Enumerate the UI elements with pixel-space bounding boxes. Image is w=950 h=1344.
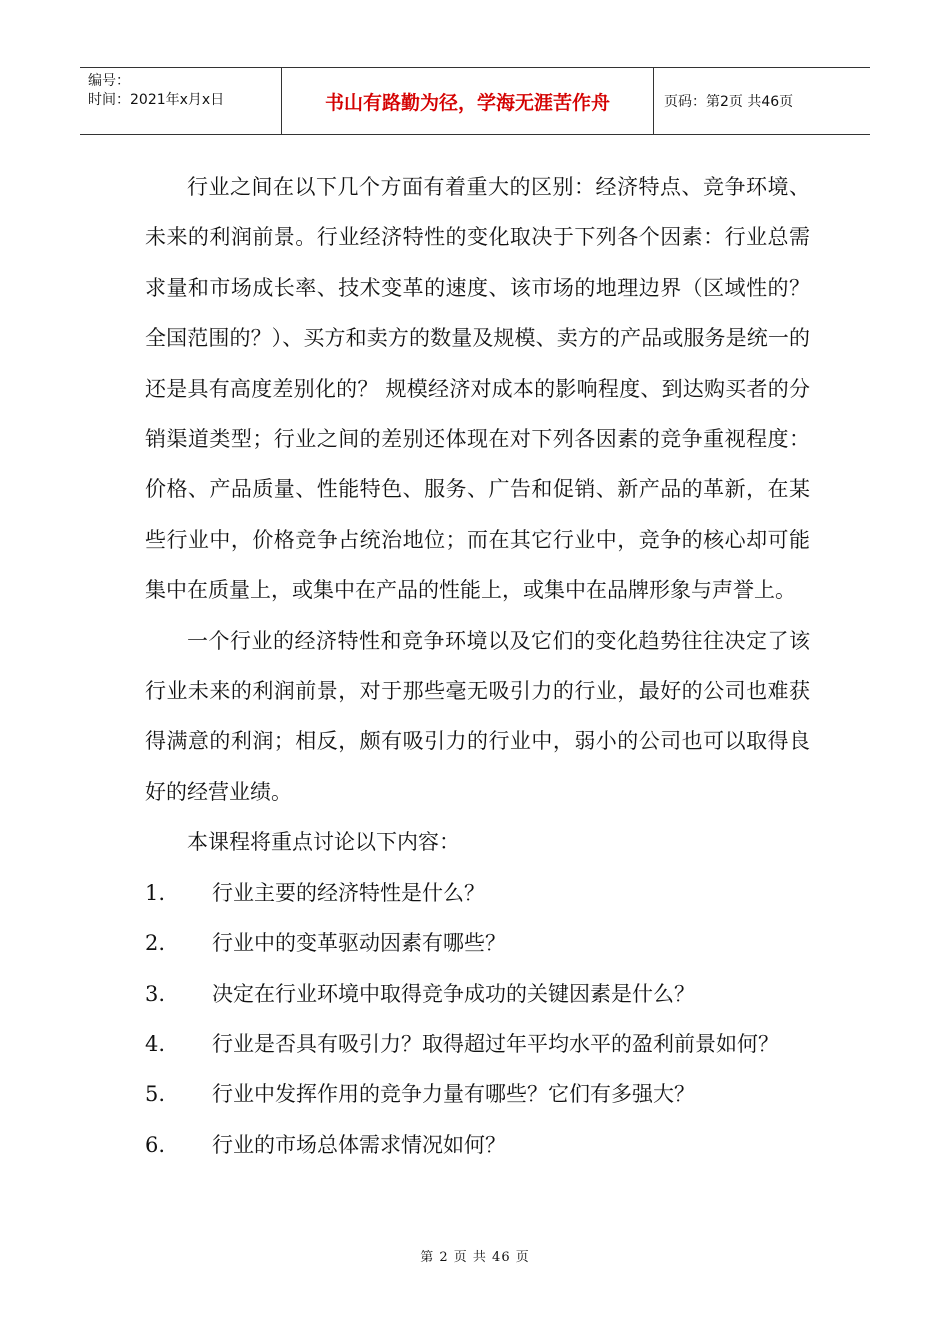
list-number: 2. bbox=[145, 931, 166, 956]
list-number: 4. bbox=[145, 1031, 166, 1056]
page-info-text: 页码：第2页 共46页 bbox=[664, 94, 794, 110]
motto-text: 书山有路勤为径，学海无涯苦作舟 bbox=[324, 91, 610, 114]
document-body bbox=[145, 162, 810, 1170]
list-item bbox=[145, 1069, 810, 1119]
paragraph bbox=[145, 817, 810, 867]
paragraph-text: 本课程将重点讨论以下内容： bbox=[187, 830, 460, 855]
list-number: 5. bbox=[145, 1082, 166, 1107]
list-number: 6. bbox=[145, 1132, 166, 1157]
header-page-info bbox=[654, 68, 870, 134]
page-header bbox=[80, 67, 870, 135]
paragraph-text: 行业之间在以下几个方面有着重大的区别：经济特点、竞争环境、未来的利润前景。行业经济特性的变化取决于下列各个因素：行业总需求量和市场成长率、技术变革的速度、该市场的地理边界（区域性的？全国范围的？）、买方和卖方的数量及规模、卖方的产品或服务是统一的还是具有高度差别化的？ 规模经济对成本的影响程度、到达购买者的分销渠道类型；行业之间的差别还体现在对下列各因素的竞争重视程度：价格、产品质量、性能特色、服务、广告和促销、新产品的革新，在某些行业中，价格竞争占统治地位；而在其它行业中，竞争的核心却可能集中在质量上，或集中在产品的性能上，或集中在品牌形象与声誉上。 bbox=[145, 175, 810, 603]
page-footer bbox=[0, 1246, 950, 1265]
list-item bbox=[145, 969, 810, 1019]
header-meta bbox=[80, 68, 282, 134]
list-text: 行业是否具有吸引力？取得超过年平均水平的盈利前景如何？ bbox=[212, 1031, 779, 1056]
header-motto bbox=[282, 68, 654, 134]
list-text: 决定在行业环境中取得竞争成功的关键因素是什么？ bbox=[212, 981, 695, 1006]
time-label: 时间：2021年x月x日 bbox=[88, 92, 225, 108]
paragraph-text: 一个行业的经济特性和竞争环境以及它们的变化趋势往往决定了该行业未来的利润前景，对于那些毫无吸引力的行业，最好的公司也难获得满意的利润；相反，颇有吸引力的行业中，弱小的公司也可以取得良好的经营业绩。 bbox=[145, 628, 810, 804]
paragraph bbox=[145, 616, 810, 818]
list-text: 行业的市场总体需求情况如何？ bbox=[212, 1132, 506, 1157]
list-item bbox=[145, 1019, 810, 1069]
list-item bbox=[145, 868, 810, 918]
list-number: 1. bbox=[145, 880, 166, 905]
list-text: 行业中发挥作用的竞争力量有哪些？它们有多强大？ bbox=[212, 1082, 695, 1107]
list-item bbox=[145, 918, 810, 968]
list-text: 行业中的变革驱动因素有哪些？ bbox=[212, 931, 506, 956]
footer-page-number: 第 2 页 共 46 页 bbox=[420, 1250, 530, 1265]
paragraph bbox=[145, 162, 810, 616]
number-label: 编号： bbox=[88, 73, 130, 89]
list-item bbox=[145, 1120, 810, 1170]
numbered-list bbox=[145, 868, 810, 1170]
list-number: 3. bbox=[145, 981, 166, 1006]
list-text: 行业主要的经济特性是什么？ bbox=[212, 880, 485, 905]
